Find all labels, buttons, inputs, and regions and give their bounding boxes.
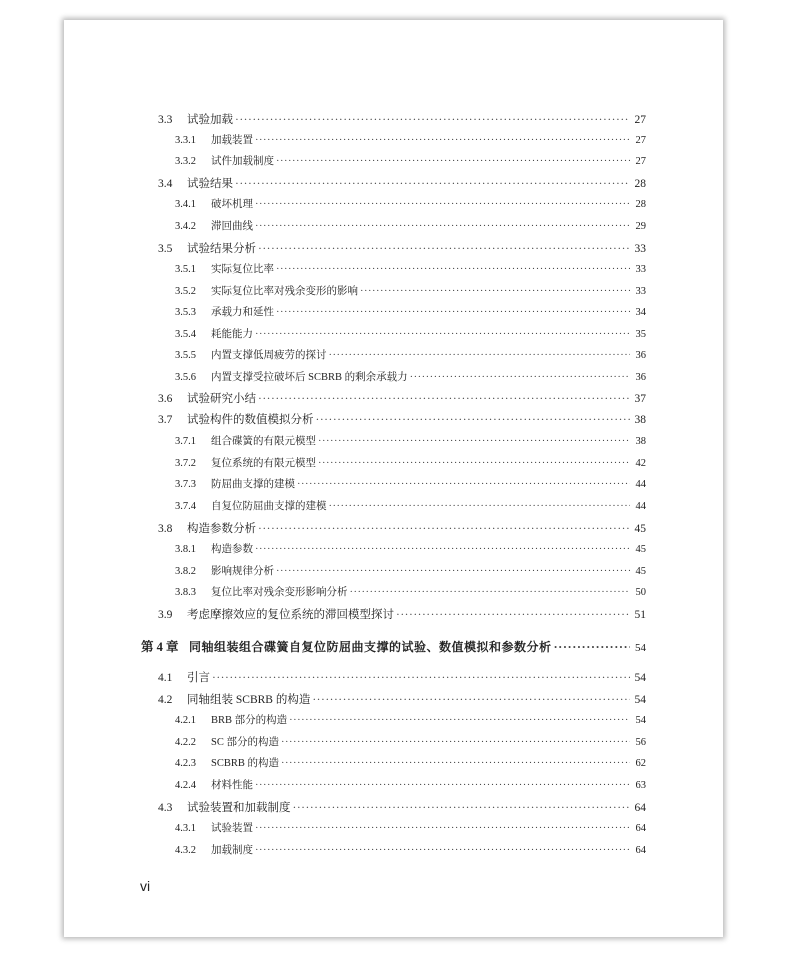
toc-leader-dots [255, 327, 630, 343]
toc-leader-dots [255, 197, 630, 213]
toc-subsection-entry[interactable] [64, 821, 723, 837]
toc-leader-dots [312, 692, 630, 708]
toc-leader-dots [258, 521, 630, 537]
page-number: vi [140, 878, 151, 894]
toc-leader-dots [318, 434, 630, 450]
toc-entry-number: 4.2.2 [175, 737, 196, 748]
toc-section-entry[interactable] [64, 176, 723, 192]
toc-entry-page: 36 [635, 350, 646, 361]
toc-entry-number: 4.3.1 [175, 823, 196, 834]
toc-entry-page: 33 [635, 264, 646, 275]
toc-entry-number: 3.7.4 [175, 501, 196, 512]
toc-entry-page: 34 [635, 307, 646, 318]
toc-leader-dots [360, 284, 630, 300]
toc-section-entry[interactable] [64, 391, 723, 407]
toc-subsection-entry[interactable] [64, 564, 723, 580]
toc-subsection-entry[interactable] [64, 154, 723, 170]
toc-subsection-entry[interactable] [64, 585, 723, 601]
toc-entry-number: 3.3 [158, 114, 173, 126]
toc-leader-dots [255, 219, 630, 235]
toc-entry-title: 滞回曲线 [211, 221, 253, 232]
toc-leader-dots [255, 843, 630, 859]
toc-entry-number: 3.8.1 [175, 544, 196, 555]
toc-leader-dots [276, 262, 630, 278]
toc-entry-number: 3.8 [158, 523, 173, 535]
toc-entry-number: 4.2.4 [175, 780, 196, 791]
toc-entry-page: 56 [635, 737, 646, 748]
toc-entry-title: 同轴组装组合碟簧自复位防屈曲支撑的试验、数值模拟和参数分析 [189, 640, 552, 654]
toc-entry-number: 3.7.1 [175, 436, 196, 447]
toc-entry-title: 内置支撑低周疲劳的探讨 [211, 350, 327, 361]
toc-subsection-entry[interactable] [64, 542, 723, 558]
toc-entry-number: 3.5 [158, 243, 173, 255]
toc-entry-number: 3.5.6 [175, 372, 196, 383]
toc-entry-number: 4.3.2 [175, 845, 196, 856]
toc-leader-dots [258, 391, 630, 407]
toc-entry-title: SCBRB 的构造 [211, 758, 279, 769]
toc-entry-title: 破坏机理 [211, 199, 253, 210]
toc-entry-page: 28 [634, 178, 646, 190]
toc-section-entry[interactable] [64, 521, 723, 537]
toc-leader-dots [329, 499, 631, 515]
toc-section-entry[interactable] [64, 670, 723, 686]
toc-leader-dots [293, 800, 631, 816]
toc-entry-page: 33 [635, 286, 646, 297]
toc-subsection-entry[interactable] [64, 219, 723, 235]
toc-subsection-entry[interactable] [64, 477, 723, 493]
toc-leader-dots [235, 112, 630, 128]
toc-subsection-entry[interactable] [64, 756, 723, 772]
toc-entry-title: 实际复位比率 [211, 264, 274, 275]
toc-section-entry[interactable] [64, 800, 723, 816]
toc-entry-number: 3.7 [158, 414, 173, 426]
toc-leader-dots [276, 305, 630, 321]
toc-entry-title: 实际复位比率对残余变形的影响 [211, 286, 358, 297]
toc-leader-dots [281, 735, 630, 751]
toc-entry-number: 3.3.2 [175, 156, 196, 167]
toc-leader-dots [289, 713, 630, 729]
toc-entry-number: 4.1 [158, 672, 173, 684]
toc-entry-number: 第 4 章 [141, 640, 179, 654]
toc-entry-title: 复位系统的有限元模型 [211, 458, 316, 469]
toc-leader-dots [255, 542, 630, 558]
toc-entry-title: 组合碟簧的有限元模型 [211, 436, 316, 447]
toc-entry-number: 3.4 [158, 178, 173, 190]
toc-leader-dots [212, 670, 630, 686]
toc-entry-title: 构造参数分析 [187, 523, 256, 535]
toc-subsection-entry[interactable] [64, 133, 723, 149]
toc-leader-dots [255, 821, 630, 837]
toc-entry-title: 试件加载制度 [211, 156, 274, 167]
toc-entry-number: 4.2.3 [175, 758, 196, 769]
toc-leader-dots [350, 585, 631, 601]
toc-leader-dots [396, 607, 630, 623]
book-page [64, 20, 723, 937]
toc-entry-page: 27 [635, 156, 646, 167]
toc-entry-title: 试验结果分析 [187, 243, 256, 255]
toc-subsection-entry[interactable] [64, 262, 723, 278]
toc-entry-number: 3.4.2 [175, 221, 196, 232]
toc-entry-page: 51 [634, 609, 646, 621]
toc-subsection-entry[interactable] [64, 370, 723, 386]
toc-entry-page: 45 [635, 566, 646, 577]
toc-entry-page: 50 [635, 587, 646, 598]
toc-entry-number: 4.2 [158, 694, 173, 706]
toc-entry-number: 3.4.1 [175, 199, 196, 210]
toc-subsection-entry[interactable] [64, 735, 723, 751]
toc-entry-page: 38 [634, 414, 646, 426]
toc-entry-title: 防屈曲支撑的建模 [211, 479, 295, 490]
toc-subsection-entry[interactable] [64, 499, 723, 515]
toc-leader-dots [276, 564, 630, 580]
toc-entry-page: 45 [634, 523, 646, 535]
toc-entry-title: 内置支撑受拉破坏后 SCBRB 的剩余承载力 [211, 372, 408, 383]
toc-section-entry[interactable] [64, 607, 723, 623]
toc-leader-dots [329, 348, 631, 364]
toc-leader-dots [297, 477, 630, 493]
toc-entry-title: 试验加载 [187, 114, 233, 126]
toc-entry-page: 36 [635, 372, 646, 383]
toc-subsection-entry[interactable] [64, 713, 723, 729]
toc-entry-page: 54 [634, 672, 646, 684]
toc-leader-dots [318, 456, 630, 472]
toc-section-entry[interactable] [64, 692, 723, 708]
toc-entry-page: 38 [635, 436, 646, 447]
toc-entry-page: 44 [635, 501, 646, 512]
toc-entry-title: 考虑摩擦效应的复位系统的滞回模型探讨 [187, 609, 394, 621]
toc-entry-page: 54 [634, 694, 646, 706]
toc-subsection-entry[interactable] [64, 456, 723, 472]
toc-leader-dots [554, 638, 630, 656]
toc-entry-title: 试验研究小结 [187, 393, 256, 405]
toc-leader-dots [255, 133, 630, 149]
toc-leader-dots [235, 176, 630, 192]
toc-subsection-entry[interactable] [64, 327, 723, 343]
toc-leader-dots [276, 154, 630, 170]
toc-entry-number: 4.2.1 [175, 715, 196, 726]
toc-entry-title: 加载制度 [211, 845, 253, 856]
toc-subsection-entry[interactable] [64, 843, 723, 859]
toc-subsection-entry[interactable] [64, 778, 723, 794]
toc-section-entry[interactable] [64, 112, 723, 128]
toc-leader-dots [258, 241, 630, 257]
toc-chapter-entry[interactable] [64, 638, 723, 656]
toc-entry-title: 构造参数 [211, 544, 253, 555]
toc-entry-title: 材料性能 [211, 780, 253, 791]
toc-entry-title: 自复位防屈曲支撑的建模 [211, 501, 327, 512]
toc-leader-dots [255, 778, 630, 794]
toc-entry-page: 35 [635, 329, 646, 340]
toc-entry-title: 同轴组装 SCBRB 的构造 [187, 694, 311, 706]
toc-entry-title: 复位比率对残余变形影响分析 [211, 587, 348, 598]
toc-subsection-entry[interactable] [64, 284, 723, 300]
toc-entry-number: 4.3 [158, 802, 173, 814]
toc-subsection-entry[interactable] [64, 434, 723, 450]
toc-entry-page: 33 [634, 243, 646, 255]
table-of-contents [64, 20, 723, 937]
toc-subsection-entry[interactable] [64, 348, 723, 364]
toc-entry-number: 3.5.2 [175, 286, 196, 297]
toc-entry-number: 3.5.3 [175, 307, 196, 318]
toc-entry-number: 3.6 [158, 393, 173, 405]
toc-section-entry[interactable] [64, 412, 723, 428]
toc-entry-number: 3.5.5 [175, 350, 196, 361]
toc-subsection-entry[interactable] [64, 197, 723, 213]
toc-entry-page: 42 [635, 458, 646, 469]
toc-entry-page: 44 [635, 479, 646, 490]
toc-entry-number: 3.5.4 [175, 329, 196, 340]
toc-entry-number: 3.7.2 [175, 458, 196, 469]
toc-subsection-entry[interactable] [64, 305, 723, 321]
toc-entry-title: 耗能能力 [211, 329, 253, 340]
toc-entry-title: 引言 [187, 672, 210, 684]
toc-entry-title: 加载装置 [211, 135, 253, 146]
toc-entry-page: 63 [635, 780, 646, 791]
toc-leader-dots [316, 412, 631, 428]
toc-entry-title: 试验装置和加载制度 [187, 802, 291, 814]
toc-entry-page: 27 [635, 135, 646, 146]
toc-entry-page: 27 [634, 114, 646, 126]
toc-entry-title: 试验装置 [211, 823, 253, 834]
toc-entry-title: 影响规律分析 [211, 566, 274, 577]
toc-entry-page: 64 [635, 845, 646, 856]
toc-entry-page: 37 [634, 393, 646, 405]
toc-entry-page: 64 [635, 823, 646, 834]
toc-entry-page: 62 [635, 758, 646, 769]
toc-entry-title: SC 部分的构造 [211, 737, 279, 748]
toc-entry-title: BRB 部分的构造 [211, 715, 288, 726]
toc-entry-page: 28 [635, 199, 646, 210]
toc-entry-number: 3.8.2 [175, 566, 196, 577]
toc-entry-number: 3.3.1 [175, 135, 196, 146]
toc-leader-dots [410, 370, 630, 386]
toc-entry-number: 3.5.1 [175, 264, 196, 275]
toc-entry-title: 承载力和延性 [211, 307, 274, 318]
toc-entry-page: 64 [634, 802, 646, 814]
toc-entry-page: 45 [635, 544, 646, 555]
toc-entry-number: 3.8.3 [175, 587, 196, 598]
toc-entry-number: 3.9 [158, 609, 173, 621]
toc-leader-dots [281, 756, 630, 772]
toc-entry-title: 试验构件的数值模拟分析 [187, 414, 314, 426]
toc-entry-page: 54 [635, 715, 646, 726]
toc-section-entry[interactable] [64, 241, 723, 257]
toc-entry-title: 试验结果 [187, 178, 233, 190]
toc-entry-page: 29 [635, 221, 646, 232]
toc-entry-number: 3.7.3 [175, 479, 196, 490]
toc-entry-page: 54 [635, 642, 646, 654]
